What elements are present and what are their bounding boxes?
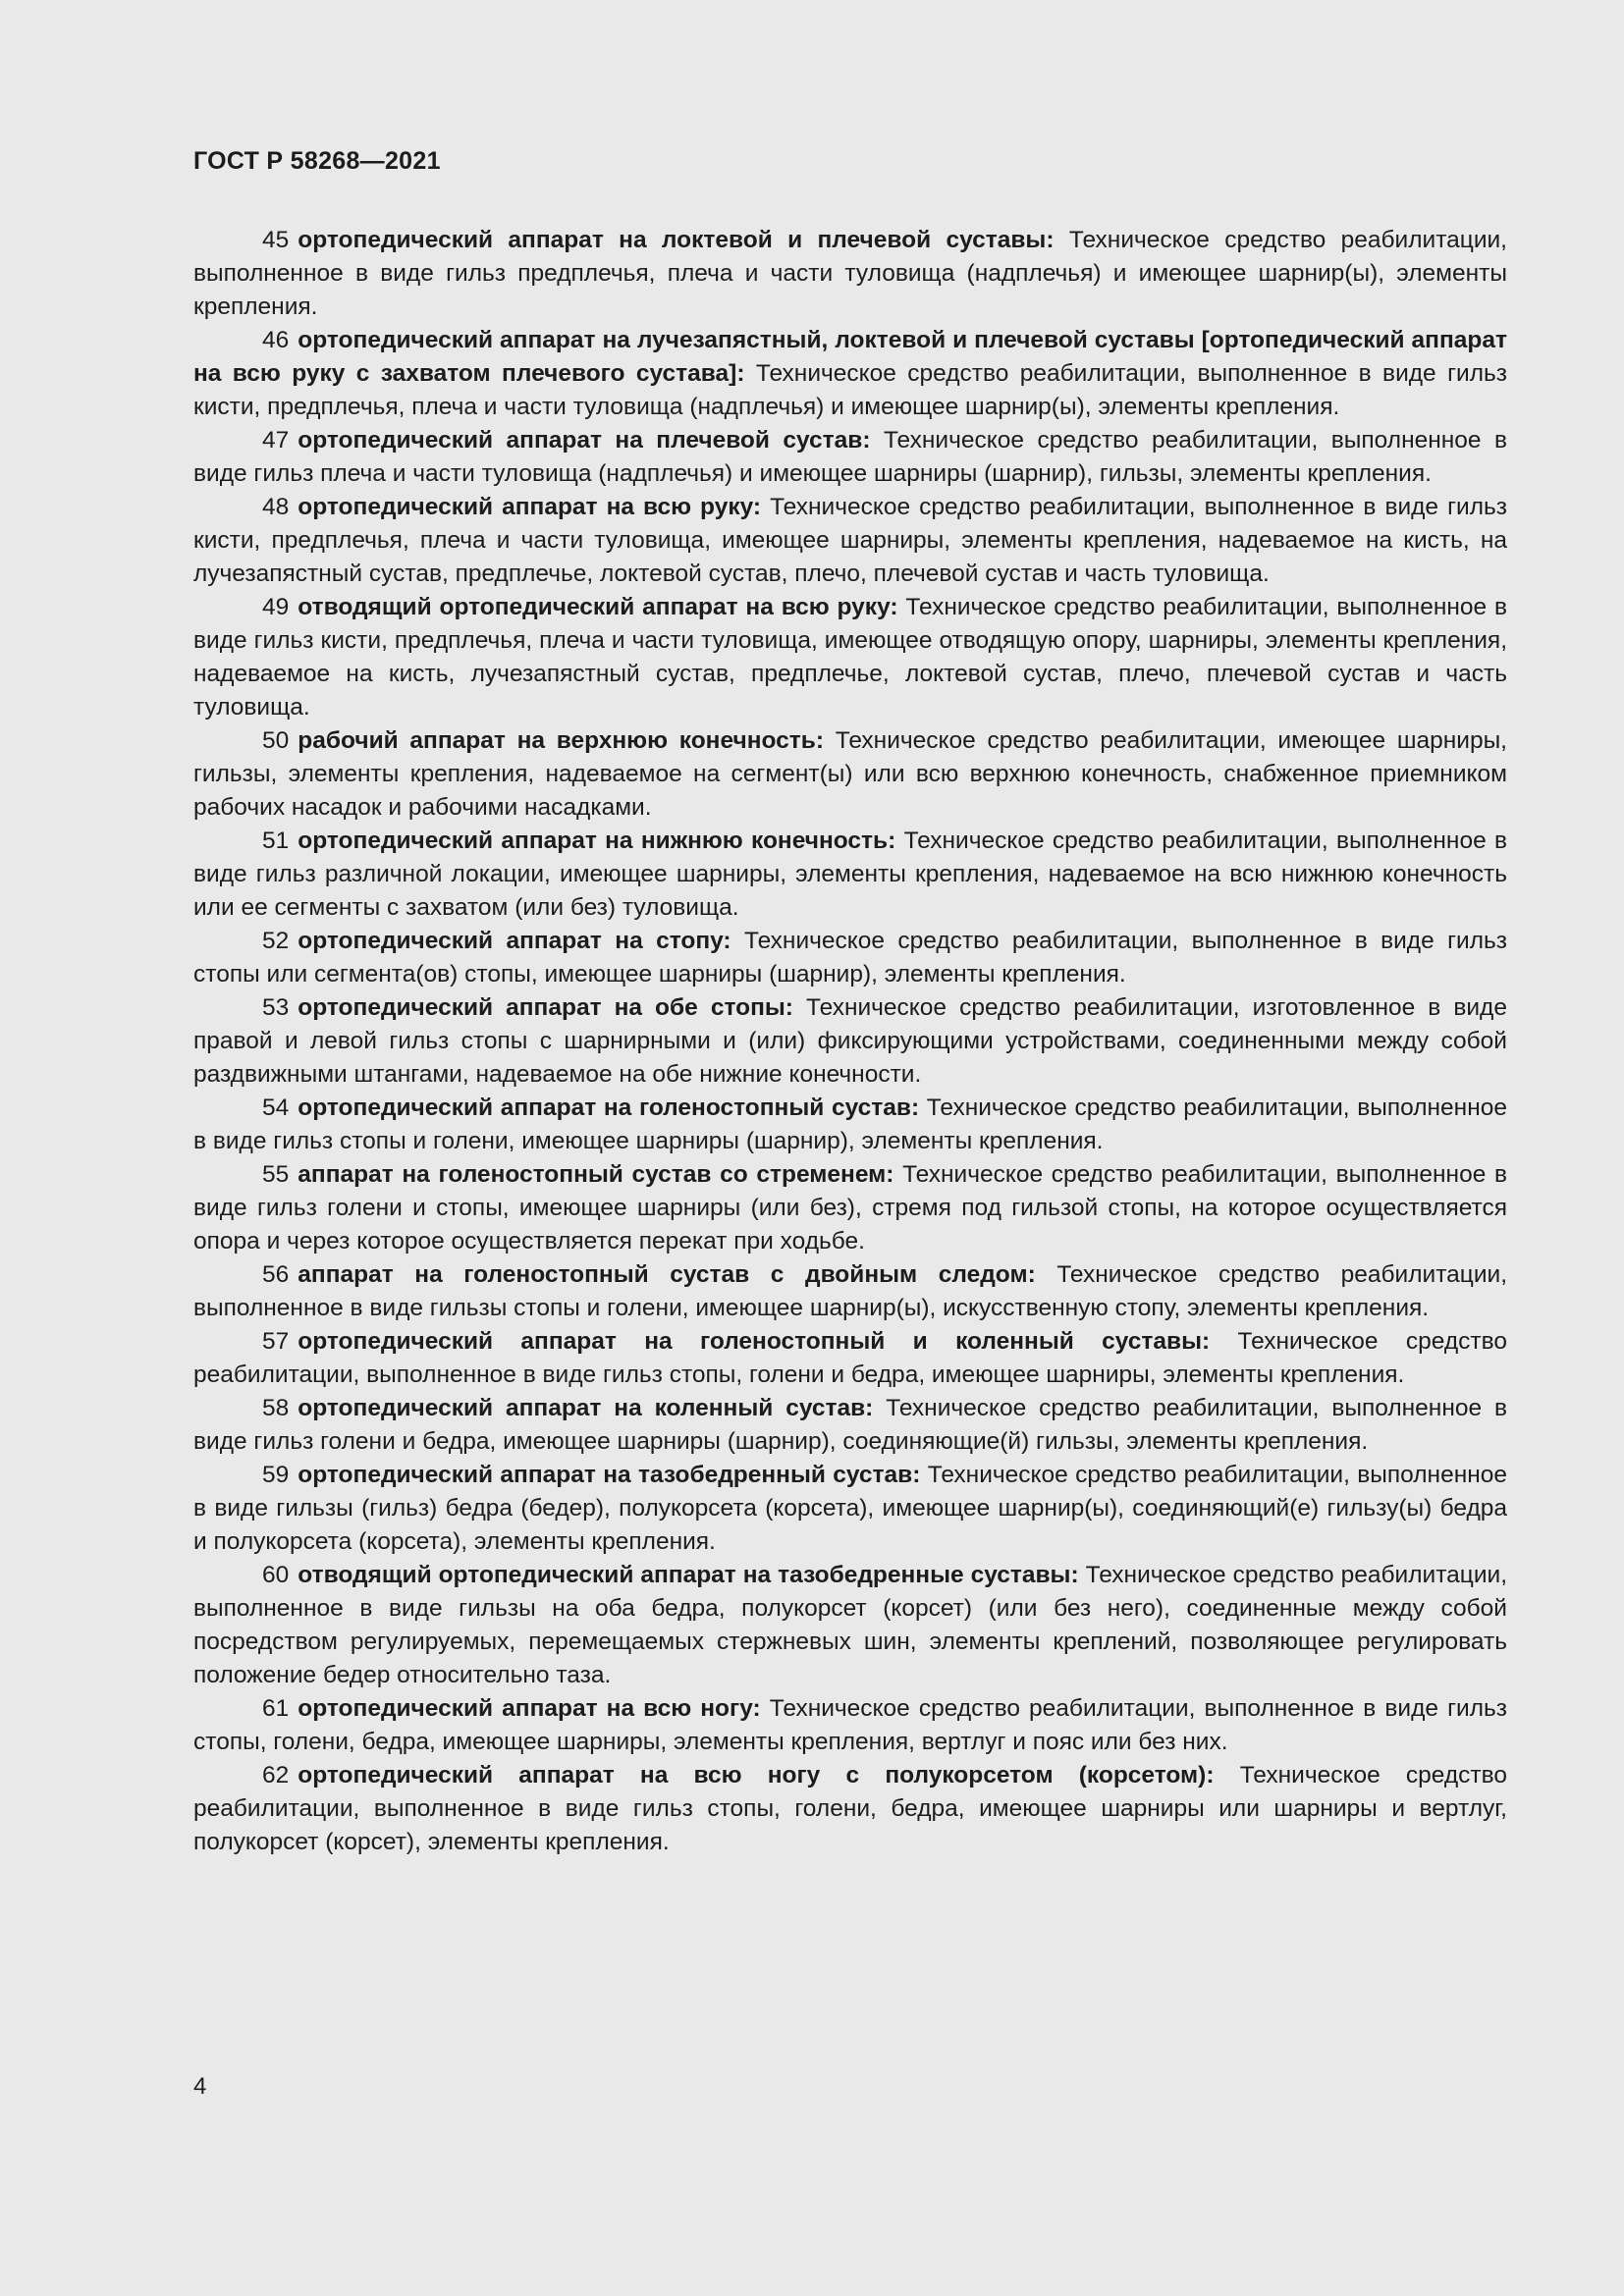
term-name: ортопедический аппарат на плечевой сустав: [298,427,871,454]
term-name: ортопедический аппарат на всю ногу: [298,1695,761,1722]
terms-list [193,224,1507,1859]
term-entry [193,1759,1507,1859]
page-number: 4 [193,2073,207,2100]
term-number: 56 [262,1261,290,1288]
term-definition: Техническое средство реабилитации, выполненное в виде гильз различной локации, имеющее шарниры, элементы крепления, надеваемое на всю нижнюю конечность или ее сегменты с захватом (или без) туловища. [193,828,1508,921]
term-definition: Техническое средство реабилитации, выполненное в виде гильз кисти, предплечья, плеча и части туловища (надплечья) и имеющее шарнир(ы), элементы крепления. [193,360,1507,420]
term-name: аппарат на голеностопный сустав со стременем: [298,1161,894,1188]
term-entry [193,1092,1507,1158]
term-definition: Техническое средство реабилитации, имеющее шарниры, гильзы, элементы крепления, надеваемое на сегмент(ы) или всю верхнюю конечность, снабженное приемником рабочих насадок и рабочими насадками. [193,727,1507,821]
term-number: 48 [262,494,290,520]
term-entry [193,1258,1507,1325]
term-name: ортопедический аппарат на локтевой и плечевой суставы: [298,227,1055,253]
term-entry [193,825,1507,925]
document-header-standard-id: ГОСТ Р 58268—2021 [193,147,441,175]
term-name: ортопедический аппарат на голеностопный сустав: [298,1095,920,1121]
term-entry [193,1459,1507,1559]
term-name: ортопедический аппарат на лучезапястный, локтевой и плечевой суставы [ортопедический аппарат на всю руку с захватом плечевого сустава]: [193,327,1507,387]
term-number: 54 [262,1095,290,1121]
term-name: аппарат на голеностопный сустав с двойным следом: [298,1261,1036,1288]
term-name: ортопедический аппарат на обе стопы: [298,994,793,1021]
term-definition: Техническое средство реабилитации, выполненное в виде гильз голени и бедра, имеющее шарниры (шарнир), соединяющие(й) гильзы, элементы крепления. [193,1395,1508,1455]
term-number: 60 [262,1562,290,1588]
term-number: 62 [262,1762,290,1789]
term-entry [193,324,1507,424]
term-number: 46 [262,327,290,353]
term-name: ортопедический аппарат на стопу: [298,928,731,954]
term-definition: Техническое средство реабилитации, выполненное в виде гильз голени и стопы, имеющее шарниры (или без), стремя под гильзой стопы, на которое осуществляется опора и через которое осуществляется перекат при ходьбе. [193,1161,1507,1255]
term-number: 47 [262,427,290,454]
term-number: 58 [262,1395,290,1421]
term-definition: Техническое средство реабилитации, выполненное в виде гильзы на оба бедра, полукорсет (корсет) (или без него), соединенные между собой посредством регулируемых, перемещаемых стержневых шин, элементы креплений, позволяющее регулировать положение бедер относительно таза. [193,1562,1507,1688]
term-entry [193,1692,1507,1759]
term-entry [193,724,1507,825]
term-definition: Техническое средство реабилитации, выполненное в виде гильз стопы, голени, бедра, имеющее шарниры или шарниры и вертлуг, полукорсет (корсет), элементы крепления. [193,1762,1508,1855]
term-definition: Техническое средство реабилитации, выполненное в виде гильз кисти, предплечья, плеча и части туловища, имеющее шарниры, элементы крепления, надеваемое на кисть, на лучезапястный сустав, предплечье, локтевой сустав, плечо, плечевой сустав и часть туловища. [193,494,1508,587]
term-name: ортопедический аппарат на всю руку: [298,494,762,520]
term-definition: Техническое средство реабилитации, выполненное в виде гильзы стопы и голени, имеющее шарнир(ы), искусственную стопу, элементы крепления. [193,1261,1507,1321]
term-number: 53 [262,994,290,1021]
term-definition: Техническое средство реабилитации, выполненное в виде гильз кисти, предплечья, плеча и части туловища, имеющее отводящую опору, шарниры, элементы крепления, надеваемое на кисть, лучезапястный сустав, предплечье, локтевой сустав, плечо, плечевой сустав и часть туловища. [193,594,1508,721]
term-entry [193,1559,1507,1692]
term-name: ортопедический аппарат на коленный сустав: [298,1395,874,1421]
term-name: ортопедический аппарат на всю ногу с полукорсетом (корсетом): [298,1762,1215,1789]
term-definition: Техническое средство реабилитации, выполненное в виде гильз стопы, голени и бедра, имеющее шарниры, элементы крепления. [193,1328,1507,1388]
term-definition: Техническое средство реабилитации, выполненное в виде гильз стопы и голени, имеющее шарниры (шарнир), элементы крепления. [193,1095,1507,1154]
term-definition: Техническое средство реабилитации, изготовленное в виде правой и левой гильз стопы с шарнирными и (или) фиксирующими устройствами, соединенными между собой раздвижными штангами, надеваемое на обе нижние конечности. [193,994,1507,1088]
term-name: отводящий ортопедический аппарат на всю руку: [298,594,898,620]
term-number: 49 [262,594,290,620]
term-number: 45 [262,227,290,253]
term-number: 57 [262,1328,290,1355]
term-number: 52 [262,928,290,954]
term-entry [193,1158,1507,1258]
term-entry [193,491,1507,591]
term-name: ортопедический аппарат на нижнюю конечность: [298,828,896,854]
term-definition: Техническое средство реабилитации, выполненное в виде гильзы (гильз) бедра (бедер), полукорсета (корсета), имеющее шарнир(ы), соединяющий(е) гильзу(ы) бедра и полукорсета (корсета), элементы крепления. [193,1462,1508,1555]
term-entry [193,1392,1507,1459]
term-definition: Техническое средство реабилитации, выполненное в виде гильз плеча и части туловища (надплечья) и имеющее шарниры (шарнир), гильзы, элементы крепления. [193,427,1507,487]
term-number: 55 [262,1161,290,1188]
term-number: 51 [262,828,290,854]
term-entry [193,925,1507,991]
term-name: ортопедический аппарат на тазобедренный сустав: [298,1462,921,1488]
term-definition: Техническое средство реабилитации, выполненное в виде гильз стопы или сегмента(ов) стопы, имеющее шарниры (шарнир), элементы крепления. [193,928,1507,988]
term-name: отводящий ортопедический аппарат на тазобедренные суставы: [298,1562,1079,1588]
term-entry [193,424,1507,491]
term-name: ортопедический аппарат на голеностопный и коленный суставы: [298,1328,1211,1355]
term-number: 50 [262,727,290,754]
term-entry [193,591,1507,724]
term-definition: Техническое средство реабилитации, выполненное в виде гильз стопы, голени, бедра, имеющее шарниры, элементы крепления, вертлуг и пояс или без них. [193,1695,1507,1755]
term-number: 59 [262,1462,290,1488]
term-entry [193,224,1507,324]
term-number: 61 [262,1695,290,1722]
term-entry [193,1325,1507,1392]
term-definition: Техническое средство реабилитации, выполненное в виде гильз предплечья, плеча и части туловища (надплечья) и имеющее шарнир(ы), элементы крепления. [193,227,1507,320]
term-name: рабочий аппарат на верхнюю конечность: [298,727,824,754]
term-entry [193,991,1507,1092]
